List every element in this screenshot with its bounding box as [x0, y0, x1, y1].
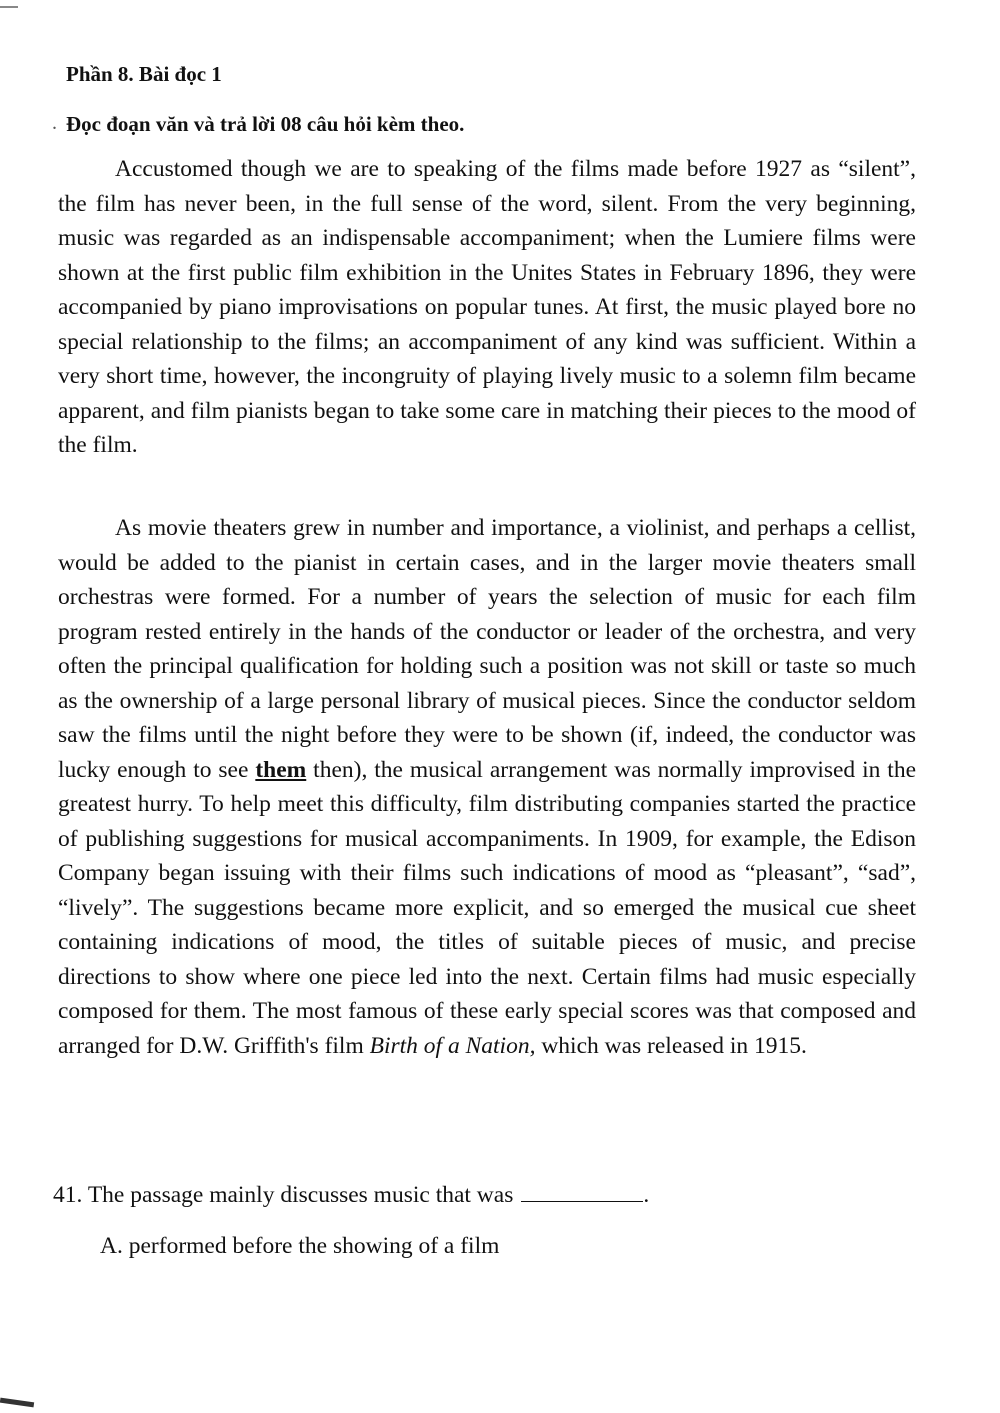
- film-title: Birth of a Nation,: [369, 1032, 536, 1059]
- paragraph-2-text-a: As movie theaters grew in number and importance, a violinist, and perhaps a cellist, would be added to the pianist in certain cases, and in the larger movie theaters small orchestras were formed. For a number of years the selection of music for each film program rested entirely in the hands of the conductor or leader of the orchestra, and very often the principal qualification for holding such a position was not skill or taste so much as the ownership of a large personal library of musical pieces. Since the conductor seldom saw the films until the night before they were to be shown (if, indeed, the conductor was lucky enough to see: [58, 515, 916, 783]
- question-text: The passage mainly discusses music that was: [87, 1182, 514, 1208]
- section-heading: Phần 8. Bài đọc 1: [66, 62, 222, 86]
- question-41: [53, 1182, 649, 1209]
- passage-paragraph-1: Accustomed though we are to speaking of the films made before 1927 as “silent”, the film has never been, in the full sense of the word, silent. From the very beginning, music was regarded as an indispensable accompaniment; when the Lumiere films were shown at the first public film exhibition in the Unites States in February 1896, they were accompanied by piano improvisations on popular tunes. At first, the music played bore no special relationship to the films; an accompaniment of any kind was sufficient. Within a very short time, however, the incongruity of playing lively music to a solemn film became apparent, and film pianists began to take some care in matching their pieces to the mood of the film.: [58, 156, 916, 458]
- paragraph-2-text-b: then), the musical arrangement was normally improvised in the greatest hurry. To help meet this difficulty, film distributing companies started the practice of publishing suggestions for musical accompaniments. In 1909, for example, the Edison Company began issuing with their films such indications of mood as “pleasant”, “sad”, “lively”. The suggestions became more explicit, and so emerged the musical cue sheet containing indications of mood, the titles of suitable pieces of music, and precise directions to show where one piece led into the next. Certain films had music especially composed for them. The most famous of these early special scores was that composed and arranged for D.W. Griffith's film: [58, 756, 917, 1059]
- scan-dot: .: [52, 112, 57, 134]
- instruction-heading: Đọc đoạn văn và trả lời 08 câu hỏi kèm theo.: [66, 112, 465, 136]
- question-end-punct: .: [643, 1182, 650, 1208]
- passage-paragraph-2: [58, 511, 916, 1063]
- question-number: 41.: [53, 1182, 83, 1208]
- option-text: performed before the showing of a film: [128, 1233, 500, 1259]
- paragraph-2-text-c: which was released in 1915.: [541, 1032, 807, 1059]
- answer-blank[interactable]: [521, 1200, 643, 1202]
- option-a[interactable]: [100, 1233, 499, 1260]
- underlined-word: them: [255, 756, 307, 783]
- scan-artifact-bottom-left: [0, 1398, 34, 1408]
- option-letter: A.: [100, 1233, 123, 1259]
- scan-artifact-top-left: [0, 6, 18, 8]
